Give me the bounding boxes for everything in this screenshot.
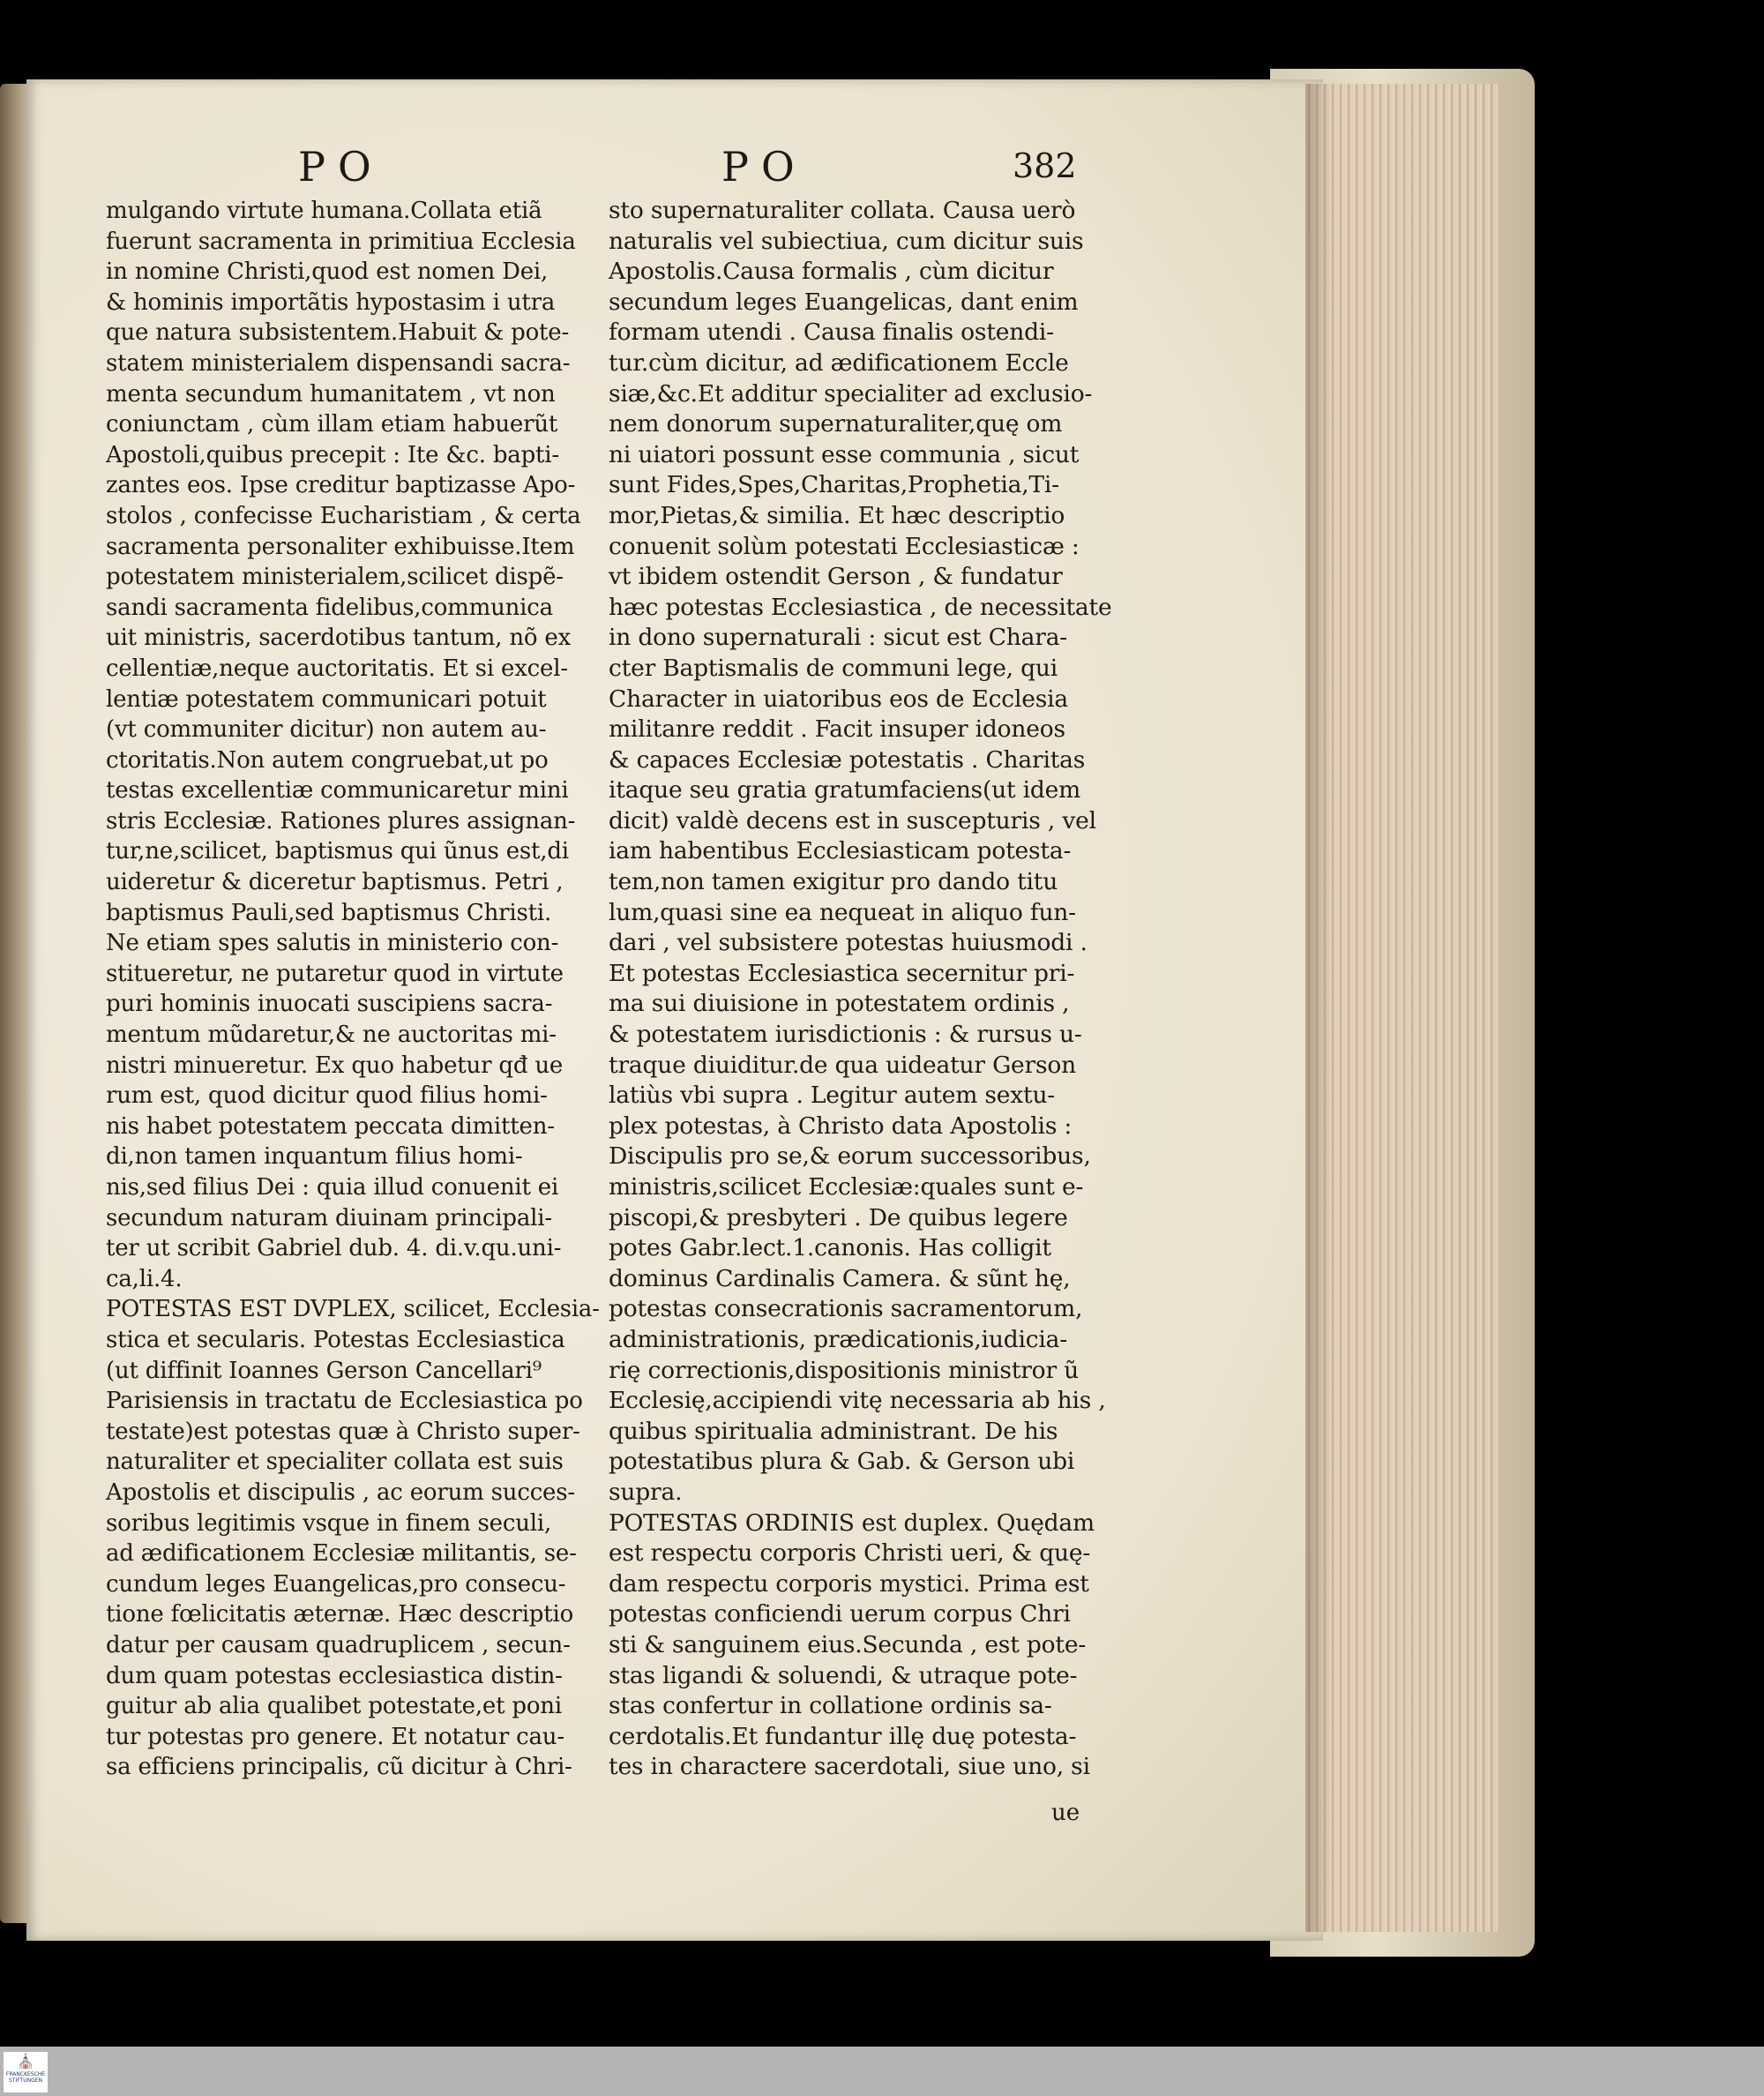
text-line: ter ut scribit Gabriel dub. 4. di.v.qu.uni- bbox=[106, 1235, 562, 1262]
text-line: conuenit solùm potestati Ecclesiasticæ : bbox=[609, 532, 1080, 560]
text-line: rię correctionis,dispositionis ministror ũ bbox=[609, 1356, 1079, 1384]
text-line: testate)est potestas quæ à Christo super- bbox=[106, 1418, 580, 1445]
text-line: potestatibus plura & Gab. & Gerson ubi bbox=[609, 1448, 1075, 1476]
page-block-edge bbox=[1305, 84, 1499, 1932]
text-line: uit ministris, sacerdotibus tantum, nõ ex bbox=[106, 625, 572, 652]
text-line: nistri minueretur. Ex quo habetur qđ ue bbox=[106, 1052, 564, 1079]
text-line: sto supernaturaliter collata. Causa uerò bbox=[609, 197, 1076, 224]
text-line: soribus legitimis vsque in finem seculi, bbox=[106, 1509, 552, 1537]
text-line: Ne etiam spes salutis in ministerio con- bbox=[106, 930, 559, 957]
text-line: (vt communiter dicitur) non autem au- bbox=[106, 716, 547, 744]
text-line: Apostolis.Causa formalis , cùm dicitur bbox=[609, 258, 1054, 286]
text-line: mor,Pietas,& similia. Et hæc descriptio bbox=[609, 501, 1065, 529]
text-line: sandi sacramenta fidelibus,communica bbox=[106, 594, 553, 621]
library-logo[interactable] bbox=[4, 2052, 48, 2092]
text-line: potestas conficiendi uerum corpus Chri bbox=[609, 1600, 1071, 1628]
text-line: stas ligandi & soluendi, & utraque pote- bbox=[609, 1661, 1078, 1689]
text-line: coniunctam , cùm illam etiam habuerũt bbox=[106, 411, 558, 438]
text-line: secundum naturam diuinam principali- bbox=[106, 1204, 552, 1231]
text-line: ad ædificationem Ecclesiæ militantis, se- bbox=[106, 1540, 577, 1568]
text-line: uideretur & diceretur baptismus. Petri , bbox=[106, 869, 564, 896]
text-line: potestatem ministerialem,scilicet dispẽ- bbox=[106, 564, 564, 591]
text-line: mentum mũdaretur,& ne auctoritas mi- bbox=[106, 1022, 557, 1049]
text-line: potes Gabr.lect.1.canonis. Has colligit bbox=[609, 1234, 1051, 1262]
text-line: supra. bbox=[609, 1478, 683, 1506]
text-line: dum quam potestas ecclesiastica distin- bbox=[106, 1662, 563, 1689]
text-line: & potestatem iurisdictionis : & rursus u- bbox=[609, 1021, 1082, 1049]
running-head-left: PO bbox=[298, 143, 384, 191]
text-line: ca,li.4. bbox=[106, 1265, 183, 1292]
text-line: Parisiensis in tractatu de Ecclesiastica po bbox=[106, 1388, 583, 1415]
library-building-icon: ⛪ bbox=[17, 2053, 34, 2070]
text-line: Apostolis et discipulis , ac eorum succes- bbox=[106, 1478, 575, 1506]
text-column-left bbox=[106, 196, 600, 1783]
text-line: cter Baptismalis de communi lege, qui bbox=[609, 654, 1058, 682]
text-line: ma sui diuisione in potestatem ordinis , bbox=[609, 990, 1070, 1018]
text-line: Apostoli,quibus precepit : Ite &c. bapti- bbox=[106, 441, 559, 468]
text-line: & hominis importãtis hypostasim i utra bbox=[106, 288, 556, 316]
text-line: & capaces Ecclesiæ potestatis . Charitas bbox=[609, 745, 1086, 774]
text-line: dicit) valdè decens est in suscepturis , vel bbox=[609, 806, 1096, 835]
text-line: Ecclesię,accipiendi vitę necessaria ab his , bbox=[609, 1387, 1106, 1415]
text-line: hæc potestas Ecclesiastica , de necessitate bbox=[609, 593, 1112, 621]
text-line: dam respectu corporis mystici. Prima est bbox=[609, 1569, 1089, 1598]
catchword: ue bbox=[1051, 1800, 1080, 1826]
text-line: que natura subsistentem.Habuit & pote- bbox=[106, 319, 570, 347]
text-line: guitur ab alia qualibet potestate,et poni bbox=[106, 1693, 562, 1720]
text-line: zantes eos. Ipse creditur baptizasse Apo- bbox=[106, 472, 576, 499]
text-line: siæ,&c.Et additur specialiter ad exclusio- bbox=[609, 379, 1093, 408]
text-line: stolos , confecisse Eucharistiam , & certa bbox=[106, 502, 581, 529]
text-line: sa efficiens principalis, cũ dicitur à Chri- bbox=[106, 1754, 572, 1781]
text-line: dominus Cardinalis Camera. & sũnt hę, bbox=[609, 1264, 1071, 1292]
text-line: vt ibidem ostendit Gerson , & fundatur bbox=[609, 563, 1063, 591]
text-line: di,non tamen inquantum filius homi- bbox=[106, 1143, 523, 1171]
text-line: tur potestas pro genere. Et notatur cau- bbox=[106, 1723, 564, 1750]
text-line: administrationis, prædicationis,iudicia- bbox=[609, 1325, 1068, 1353]
text-line: Discipulis pro se,& eorum successoribus, bbox=[609, 1142, 1091, 1171]
text-line: puri hominis inuocati suscipiens sacra- bbox=[106, 991, 553, 1018]
text-line: cellentiæ,neque auctoritatis. Et si excel- bbox=[106, 655, 568, 682]
text-line: rum est, quod dicitur quod filius homi- bbox=[106, 1082, 548, 1110]
text-line: naturalis vel subiectiua, cum dicitur suis bbox=[609, 227, 1084, 255]
text-line: stica et secularis. Potestas Ecclesiastica bbox=[106, 1326, 565, 1353]
text-line: baptismus Pauli,sed baptismus Christi. bbox=[106, 899, 552, 926]
text-line: stitueretur, ne putaretur quod in virtute bbox=[106, 960, 564, 987]
text-line: latiùs vbi supra . Legitur autem sextu- bbox=[609, 1082, 1056, 1110]
text-line: POTESTAS ORDINIS est duplex. Quędam bbox=[609, 1508, 1095, 1537]
text-line: potestas consecrationis sacramentorum, bbox=[609, 1295, 1083, 1323]
text-line: nis,sed filius Dei : quia illud conuenit ei bbox=[106, 1174, 559, 1201]
text-line: sacramenta personaliter exhibuisse.Item bbox=[106, 533, 575, 560]
text-line: dari , vel subsistere potestas huiusmodi . bbox=[609, 929, 1088, 957]
text-line: sunt Fides,Spes,Charitas,Prophetia,Ti- bbox=[609, 471, 1059, 499]
text-line: in nomine Christi,quod est nomen Dei, bbox=[106, 258, 549, 286]
text-line: POTESTAS EST DVPLEX, scilicet, Ecclesia- bbox=[106, 1296, 600, 1323]
text-line: iam habentibus Ecclesiasticam potesta- bbox=[609, 837, 1072, 865]
text-line: nem donorum supernaturaliter,quę om bbox=[609, 410, 1063, 438]
text-line: tes in charactere sacerdotali, siue uno, si bbox=[609, 1753, 1090, 1781]
text-line: quibus spiritualia administrant. De his bbox=[609, 1417, 1058, 1445]
text-line: est respectu corporis Christi ueri, & quę- bbox=[609, 1539, 1091, 1568]
text-line: ministris,scilicet Ecclesiæ:quales sunt e- bbox=[609, 1173, 1084, 1201]
viewer-bottom-bar bbox=[0, 2047, 1764, 2096]
text-line: testas excellentiæ communicaretur mini bbox=[106, 777, 569, 805]
text-line: tur.cùm dicitur, ad ædificationem Eccle bbox=[609, 348, 1069, 377]
text-line: cundum leges Euangelicas,pro consecu- bbox=[106, 1570, 566, 1598]
text-line: in dono supernaturali : sicut est Chara- bbox=[609, 624, 1068, 652]
text-line: ctoritatis.Non autem congruebat,ut po bbox=[106, 746, 549, 774]
text-line: stas confertur in collatione ordinis sa- bbox=[609, 1692, 1052, 1720]
text-line: traque diuiditur.de qua uideatur Gerson bbox=[609, 1051, 1077, 1079]
text-line: naturaliter et specialiter collata est suis bbox=[106, 1448, 564, 1476]
text-line: nis habet potestatem peccata dimitten- bbox=[106, 1112, 555, 1140]
text-line: lum,quasi sine ea nequeat in aliquo fun- bbox=[609, 898, 1076, 926]
text-line: tione fœlicitatis æternæ. Hæc descriptio bbox=[106, 1601, 574, 1628]
text-line: statem ministerialem dispensandi sacra- bbox=[106, 349, 571, 377]
running-head-right: PO bbox=[721, 143, 807, 191]
page-edge-shadow bbox=[1305, 84, 1332, 1932]
text-line: secundum leges Euangelicas, dant enim bbox=[609, 288, 1079, 316]
text-line: (ut diffinit Ioannes Gerson Cancellari⁹ bbox=[106, 1357, 542, 1384]
text-line: tur,ne,scilicet, baptismus qui ũnus est,di bbox=[106, 838, 569, 865]
text-line: menta secundum humanitatem , vt non bbox=[106, 380, 556, 408]
text-column-right bbox=[609, 196, 1120, 1783]
text-line: mulgando virtute humana.Collata etiã bbox=[106, 198, 542, 224]
text-line: cerdotalis.Et fundantur illę duę potesta- bbox=[609, 1722, 1077, 1750]
text-line: sti & sanguinem eius.Secunda , est pote- bbox=[609, 1630, 1087, 1658]
text-line: tem,non tamen exigitur pro dando titu bbox=[609, 868, 1058, 896]
text-line: Character in uiatoribus eos de Ecclesia bbox=[609, 685, 1068, 713]
text-line: lentiæ potestatem communicari potuit bbox=[106, 685, 547, 713]
text-line: ni uiatori possunt esse communia , sicut bbox=[609, 440, 1080, 468]
text-line: Et potestas Ecclesiastica secernitur pri- bbox=[609, 959, 1075, 987]
text-line: fuerunt sacramenta in primitiua Ecclesia bbox=[106, 228, 576, 255]
text-line: formam utendi . Causa finalis ostendi- bbox=[609, 318, 1054, 347]
text-line: piscopi,& presbyteri . De quibus legere bbox=[609, 1203, 1068, 1231]
text-line: plex potestas, à Christo data Apostolis : bbox=[609, 1112, 1073, 1140]
text-line: stris Ecclesiæ. Rationes plures assignan- bbox=[106, 807, 576, 835]
text-line: militanre reddit . Facit insuper idoneos bbox=[609, 715, 1065, 744]
page-number: 382 bbox=[1013, 146, 1077, 185]
text-line: itaque seu gratia gratumfaciens(ut idem bbox=[609, 776, 1081, 805]
text-line: datur per causam quadruplicem , secun- bbox=[106, 1631, 571, 1658]
library-logo-text: FRANCKESCHE STIFTUNGEN bbox=[5, 2071, 46, 2084]
